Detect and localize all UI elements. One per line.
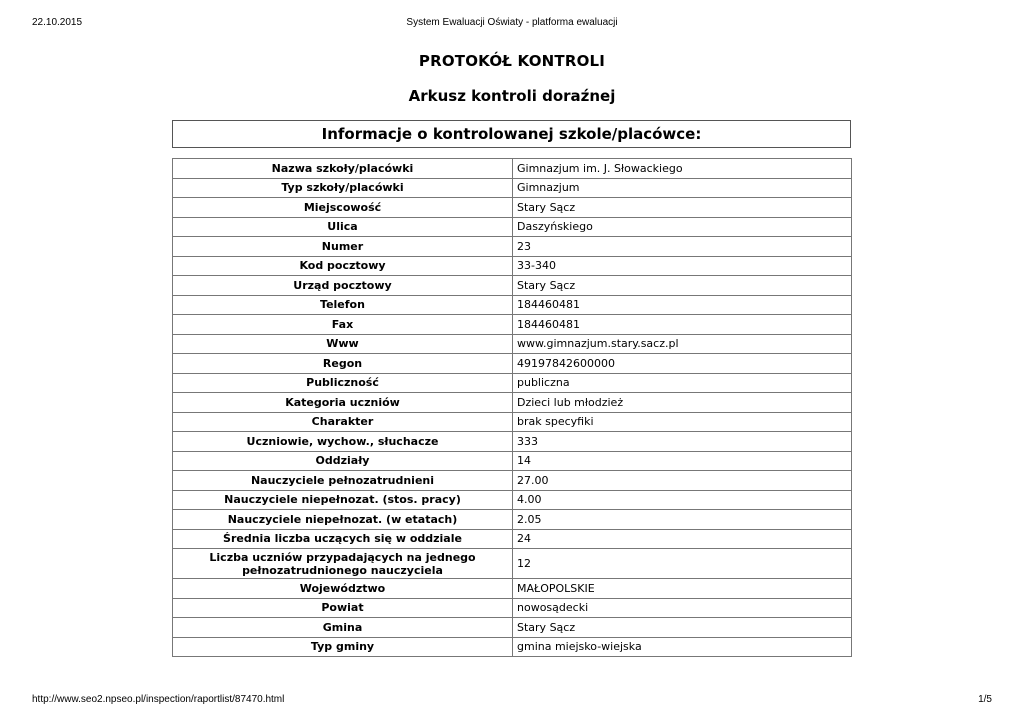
row-value: 49197842600000 [513, 354, 852, 374]
table-row [173, 549, 852, 579]
row-label: Telefon [173, 295, 513, 315]
table-row [173, 412, 852, 432]
table-row [173, 256, 852, 276]
row-label: Nauczyciele niepełnozat. (stos. pracy) [173, 490, 513, 510]
row-label: Ulica [173, 217, 513, 237]
row-value: 27.00 [513, 471, 852, 491]
row-label: Liczba uczniów przypadających na jednego pełnozatrudnionego nauczyciela [173, 549, 513, 579]
print-date: 22.10.2015 [32, 17, 83, 28]
row-value: 23 [513, 237, 852, 257]
table-row [173, 237, 852, 257]
row-label: Gmina [173, 618, 513, 638]
table-row [173, 471, 852, 491]
table-row [173, 217, 852, 237]
row-label: Urząd pocztowy [173, 276, 513, 296]
table-row [173, 510, 852, 530]
row-value: Dzieci lub młodzież [513, 393, 852, 413]
table-row [173, 598, 852, 618]
document-subtitle: Arkusz kontroli doraźnej [408, 87, 616, 105]
row-value: 4.00 [513, 490, 852, 510]
row-label: Www [173, 334, 513, 354]
page-number: 1/5 [978, 694, 992, 705]
print-url[interactable]: http://www.seo2.npseo.pl/inspection/raportlist/87470.html [32, 694, 285, 705]
table-row [173, 178, 852, 198]
row-label: Charakter [173, 412, 513, 432]
row-value: publiczna [513, 373, 852, 393]
row-value: Gimnazjum im. J. Słowackiego [513, 159, 852, 179]
row-label: Numer [173, 237, 513, 257]
print-footer [32, 694, 992, 708]
table-row [173, 529, 852, 549]
row-label: Kod pocztowy [173, 256, 513, 276]
table-row [173, 373, 852, 393]
table-row [173, 451, 852, 471]
row-label: Województwo [173, 579, 513, 599]
row-value: Stary Sącz [513, 276, 852, 296]
row-value: gmina miejsko-wiejska [513, 637, 852, 657]
print-header [32, 17, 992, 31]
row-label: Regon [173, 354, 513, 374]
table-row [173, 637, 852, 657]
row-label: Nauczyciele niepełnozat. (w etatach) [173, 510, 513, 530]
row-value: MAŁOPOLSKIE [513, 579, 852, 599]
row-value: brak specyfiki [513, 412, 852, 432]
row-label: Publiczność [173, 373, 513, 393]
row-value: 24 [513, 529, 852, 549]
row-value: nowosądecki [513, 598, 852, 618]
row-label: Uczniowie, wychow., słuchacze [173, 432, 513, 452]
table-row [173, 295, 852, 315]
table-row [173, 618, 852, 638]
document-title: PROTOKÓŁ KONTROLI [418, 52, 606, 70]
row-label: Średnia liczba uczących się w oddziale [173, 529, 513, 549]
row-value: Stary Sącz [513, 198, 852, 218]
table-row [173, 315, 852, 335]
row-value: Stary Sącz [513, 618, 852, 638]
table-row [173, 432, 852, 452]
row-label: Nazwa szkoły/placówki [173, 159, 513, 179]
row-value: 333 [513, 432, 852, 452]
table-row [173, 276, 852, 296]
row-label: Fax [173, 315, 513, 335]
school-info-table [172, 158, 852, 657]
row-value: www.gimnazjum.stary.sacz.pl [513, 334, 852, 354]
table-row [173, 334, 852, 354]
row-label: Typ szkoły/placówki [173, 178, 513, 198]
row-label: Powiat [173, 598, 513, 618]
row-label: Nauczyciele pełnozatrudnieni [173, 471, 513, 491]
row-label: Kategoria uczniów [173, 393, 513, 413]
table-row [173, 393, 852, 413]
print-page-title: System Ewaluacji Oświaty - platforma ewaluacji [406, 17, 618, 28]
row-label: Miejscowość [173, 198, 513, 218]
table-row [173, 159, 852, 179]
row-value: 12 [513, 549, 852, 579]
row-value: Gimnazjum [513, 178, 852, 198]
section-title: Informacje o kontrolowanej szkole/placówce: [172, 120, 851, 148]
row-value: 14 [513, 451, 852, 471]
row-value: 184460481 [513, 315, 852, 335]
table-row [173, 198, 852, 218]
row-value: Daszyńskiego [513, 217, 852, 237]
table-row [173, 490, 852, 510]
table-row [173, 579, 852, 599]
row-label: Typ gminy [173, 637, 513, 657]
row-value: 33-340 [513, 256, 852, 276]
row-value: 2.05 [513, 510, 852, 530]
table-row [173, 354, 852, 374]
row-label: Oddziały [173, 451, 513, 471]
row-value: 184460481 [513, 295, 852, 315]
